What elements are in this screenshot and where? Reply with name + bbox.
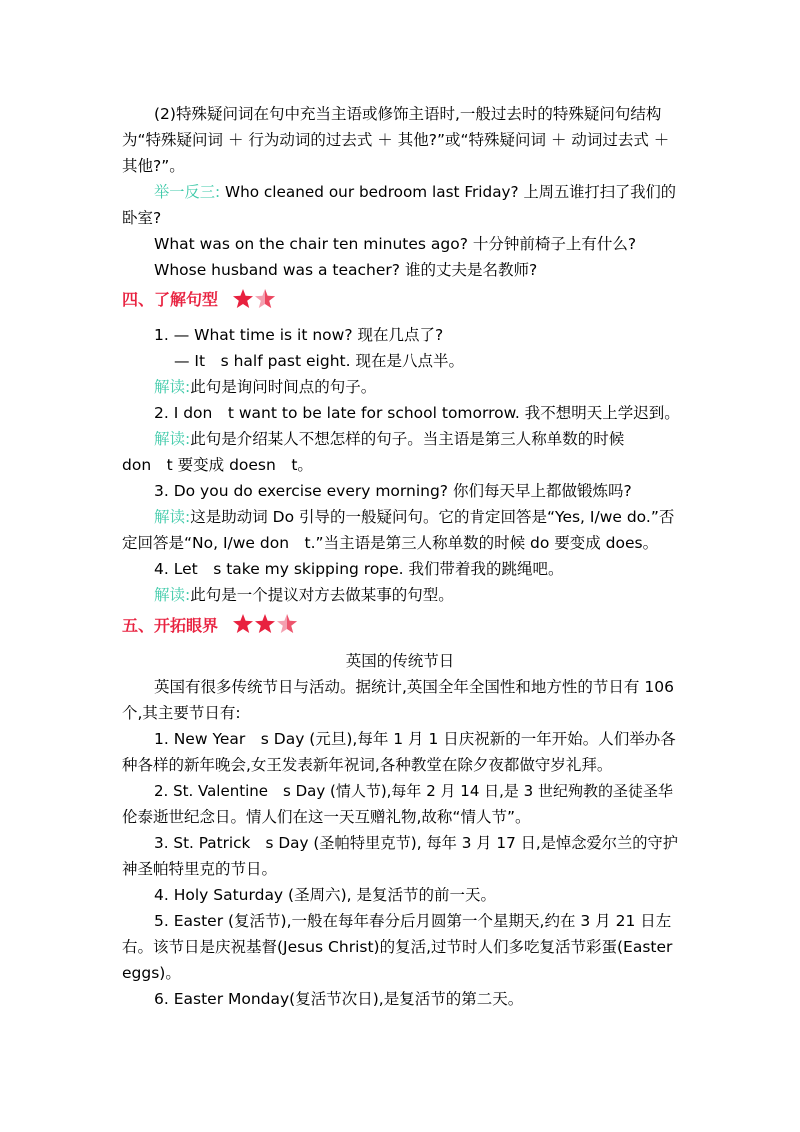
rating-stars-5 xyxy=(232,613,304,635)
festival-item: eggs)。 xyxy=(122,964,181,982)
star-half-icon xyxy=(287,614,297,633)
note-label: 解读: xyxy=(154,378,191,396)
article-line: 英国有很多传统节日与活动。据统计,英国全年全国性和地方性的节日有 106 xyxy=(154,678,674,696)
note-label: 解读: xyxy=(154,586,191,604)
festival-item: 1. New Year s Day (元旦),每年 1 月 1 日庆祝新的一年开始。人们举办各 xyxy=(154,730,676,748)
section-heading-4: 四、了解句型 xyxy=(122,290,219,309)
sentence-line: 1. — What time is it now? 现在几点了? xyxy=(154,326,444,344)
grammar-text-line: 为“特殊疑问词 ＋ 行为动词的过去式 ＋ 其他?”或“特殊疑问词 ＋ 动词过去式 ＋ xyxy=(122,131,670,149)
example-line: 卧室? xyxy=(122,209,162,227)
sentence-line: 2. I don t want to be late for school tomorrow. 我不想明天上学迟到。 xyxy=(154,404,680,422)
note-text: 这是助动词 Do 引导的一般疑问句。它的肯定回答是“Yes, I/we do.”否 xyxy=(190,508,675,526)
note-line: don t 要变成 doesn t。 xyxy=(122,456,313,474)
note-text: 此句是询问时间点的句子。 xyxy=(190,378,377,396)
festival-item: 右。该节日是庆祝基督(Jesus Christ)的复活,过节时人们多吃复活节彩蛋(Easter xyxy=(122,938,673,956)
festival-item: 2. St. Valentine s Day (情人节),每年 2 月 14 日,是 3 世纪殉教的圣徒圣华 xyxy=(154,782,673,800)
festival-item: 6. Easter Monday(复活节次日),是复活节的第二天。 xyxy=(154,990,524,1008)
festival-item: 种各样的新年晚会,女王发表新年祝词,各种教堂在除夕夜都做守岁礼拜。 xyxy=(122,756,613,774)
grammar-text-line: (2)特殊疑问词在句中充当主语或修饰主语时,一般过去时的特殊疑问句结构 xyxy=(154,105,662,123)
festival-item: 5. Easter (复活节),一般在每年春分后月圆第一个星期天,约在 3 月 21 日左 xyxy=(154,912,672,930)
note-label: 解读: xyxy=(154,430,191,448)
note-text: 此句是介绍某人不想怎样的句子。当主语是第三人称单数的时候 xyxy=(190,430,625,448)
section-heading-5: 五、开拓眼界 xyxy=(122,616,219,635)
rating-stars-4 xyxy=(232,288,282,310)
festival-item: 神圣帕特里克的节日。 xyxy=(122,860,278,878)
note-label: 解读: xyxy=(154,508,191,526)
sentence-line: — It s half past eight. 现在是八点半。 xyxy=(174,352,464,370)
example-line: Whose husband was a teacher? 谁的丈夫是名教师? xyxy=(154,261,538,279)
example-line xyxy=(154,182,676,202)
example-label: 举一反三: xyxy=(154,183,221,201)
example-line: What was on the chair ten minutes ago? 十分钟前椅子上有什么? xyxy=(154,235,637,253)
note-line xyxy=(154,585,454,605)
article-title: 英国的传统节日 xyxy=(345,652,455,670)
festival-item: 4. Holy Saturday (圣周六), 是复活节的前一天。 xyxy=(154,886,496,904)
grammar-text-line: 其他?”。 xyxy=(122,157,185,175)
note-line xyxy=(154,429,624,449)
note-text: 此句是一个提议对方去做某事的句型。 xyxy=(190,586,454,604)
article-line: 个,其主要节日有: xyxy=(122,704,241,722)
festival-item: 3. St. Patrick s Day (圣帕特里克节), 每年 3 月 17 日,是悼念爱尔兰的守护 xyxy=(154,834,679,852)
festival-item: 伦泰逝世纪念日。情人们在这一天互赠礼物,故称“情人节”。 xyxy=(122,808,531,826)
star-half-icon xyxy=(265,289,275,308)
note-line xyxy=(154,507,674,527)
sentence-line: 4. Let s take my skipping rope. 我们带着我的跳绳吧。 xyxy=(154,560,564,578)
star-icon xyxy=(233,614,253,633)
note-line: 定回答是“No, I/we don t.”当主语是第三人称单数的时候 do 要变成 does。 xyxy=(122,534,659,552)
star-icon xyxy=(233,289,253,308)
sentence-line: 3. Do you do exercise every morning? 你们每天早上都做锻炼吗? xyxy=(154,482,632,500)
example-text: Who cleaned our bedroom last Friday? 上周五谁打扫了我们的 xyxy=(220,183,677,201)
star-icon xyxy=(255,614,275,633)
note-line xyxy=(154,377,376,397)
